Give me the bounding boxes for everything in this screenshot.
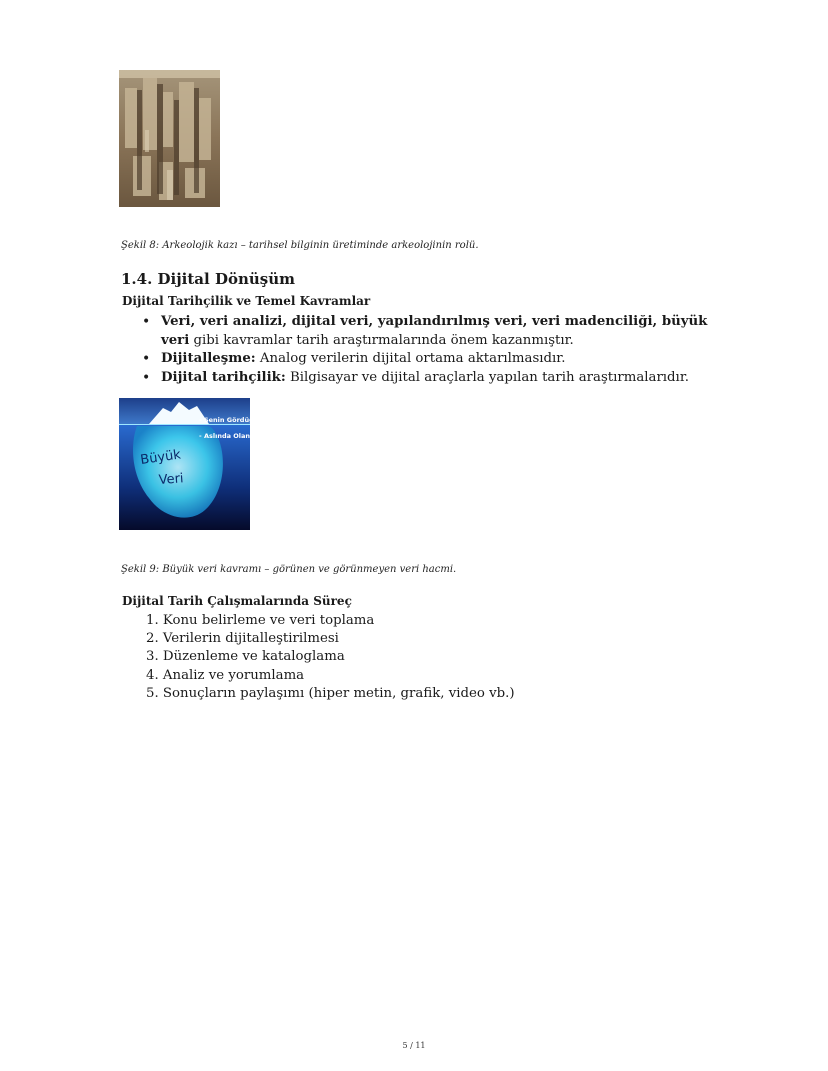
list-item: 2. Verilerin dijitalleştirilmesi	[146, 631, 339, 647]
page-number: 5 / 11	[402, 1041, 426, 1050]
concept-list	[140, 313, 740, 387]
subheading: Dijital Tarih Çalışmalarında Süreç	[122, 594, 352, 608]
figure-caption: Şekil 8: Arkeolojik kazı – tarihsel bilginin üretiminde arkeolojinin rolü.	[121, 240, 479, 251]
iceberg-word-2: Veri	[158, 471, 185, 488]
term: Dijital tarihçilik:	[161, 369, 286, 385]
list-item: 5. Sonuçların paylaşımı (hiper metin, grafik, video vb.)	[146, 685, 515, 701]
subheading: Dijital Tarihçilik ve Temel Kavramlar	[122, 294, 371, 308]
iceberg-label-bottom: - Aslında Olan	[199, 432, 251, 440]
iceberg-illustration	[119, 398, 263, 530]
list-item: 1. Konu belirleme ve veri toplama	[146, 613, 375, 628]
list-item: 3. Düzenleme ve kataloglama	[146, 649, 345, 665]
list-item	[140, 369, 740, 388]
iceberg-word-1: Büyük	[139, 447, 182, 468]
term: Dijitalleşme:	[161, 351, 256, 366]
definition: Analog verilerin dijital ortama aktarılmasıdır.	[255, 351, 566, 366]
section-heading: 1.4. Dijital Dönüşüm	[121, 270, 295, 288]
process-steps	[146, 612, 515, 703]
list-item	[140, 350, 740, 369]
term: Veri, veri analizi, dijital veri, yapılandırılmış veri, veri madenciliği, büyük veri	[161, 314, 708, 348]
list-item	[140, 313, 740, 350]
list-item: 4. Analiz ve yorumlama	[146, 667, 305, 683]
excavation-photo	[119, 70, 220, 207]
definition: Bilgisayar ve dijital araçlarla yapılan tarih araştırmalarıdır.	[285, 369, 689, 385]
definition: gibi kavramlar tarih araştırmalarında önem kazanmıştır.	[189, 332, 574, 348]
iceberg-label-top: - Senin Gördüğün	[199, 416, 263, 424]
figure-caption: Şekil 9: Büyük veri kavramı – görünen ve görünmeyen veri hacmi.	[121, 564, 457, 575]
